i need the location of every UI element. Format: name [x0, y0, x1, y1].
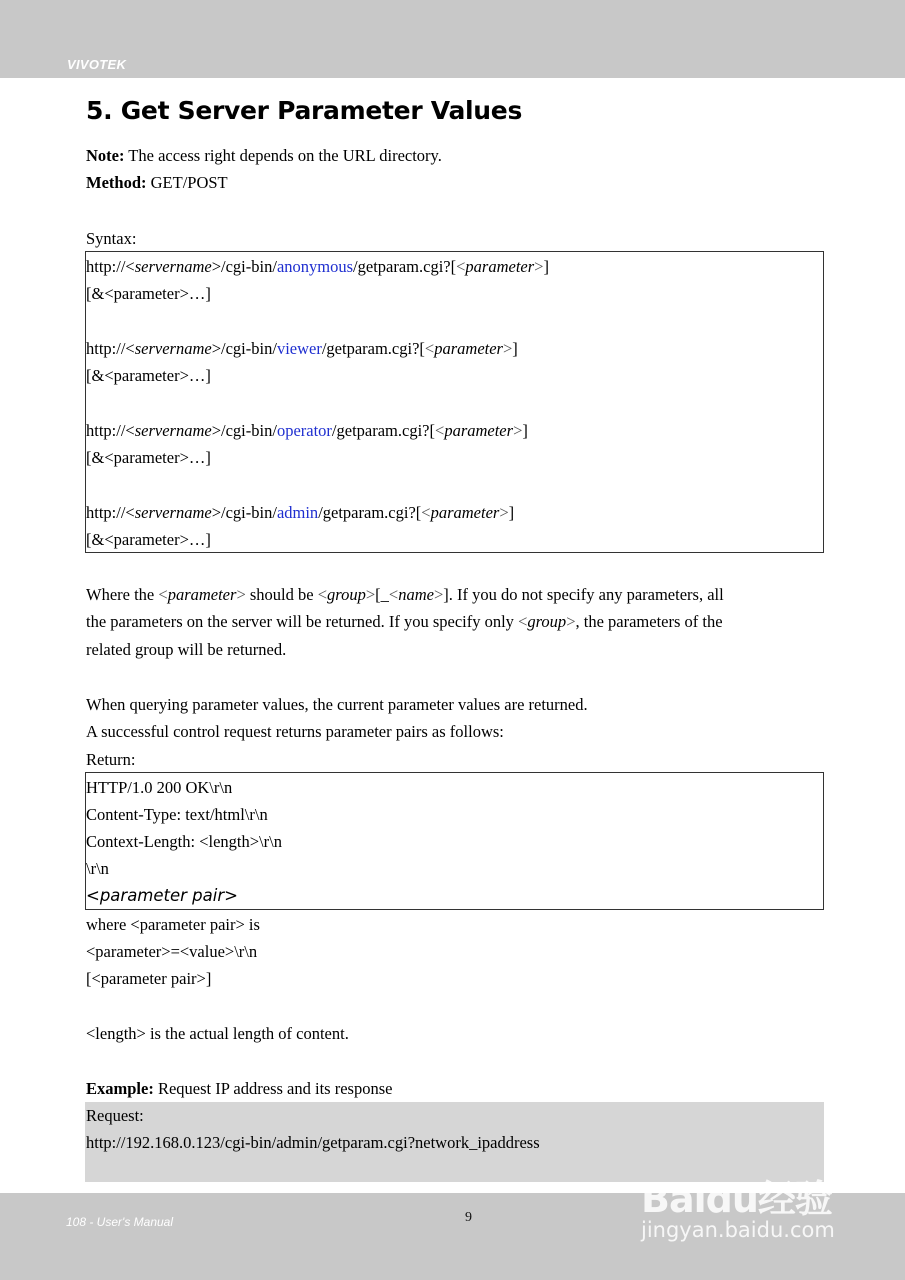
- syntax-continuation-line: [&<parameter>…]: [86, 530, 211, 549]
- syntax-url-line: http://<servername>/cgi-bin/anonymous/getparam.cgi?[<parameter>]: [86, 257, 549, 276]
- method-label: Method:: [86, 173, 147, 192]
- request-label: Request:: [86, 1106, 144, 1125]
- where-line-3: related group will be returned.: [86, 640, 287, 659]
- page-header: [0, 0, 905, 78]
- return-line: Context-Length: <length>\r\n: [86, 832, 282, 851]
- brand-logo: VIVOTEK: [67, 57, 127, 72]
- method-line: [86, 173, 228, 193]
- syntax-directory: admin: [276, 503, 319, 522]
- querying-text: When querying parameter values, the current parameter values are returned.: [86, 695, 588, 714]
- page-title: 5. Get Server Parameter Values: [86, 96, 523, 125]
- successful-text: A successful control request returns parameter pairs as follows:: [86, 722, 504, 741]
- syntax-label: Syntax:: [86, 229, 137, 248]
- note-label: Note:: [86, 146, 125, 165]
- example-text: Request IP address and its response: [153, 1079, 393, 1098]
- return-line: HTTP/1.0 200 OK\r\n: [86, 778, 233, 797]
- syntax-box: [85, 251, 824, 553]
- syntax-continuation-line: [&<parameter>…]: [86, 366, 211, 385]
- syntax-url-line: http://<servername>/cgi-bin/admin/getparam.cgi?[<parameter>]: [86, 503, 515, 522]
- where-line-1: Where the <parameter> should be <group>[_<name>]. If you do not specify any parameters, all: [86, 585, 724, 604]
- after-return-line: where <parameter pair> is: [86, 915, 260, 934]
- after-return-line: <parameter>=<value>\r\n: [86, 942, 258, 961]
- footer-manual: 108 - User's Manual: [66, 1215, 174, 1229]
- length-note: <length> is the actual length of content.: [86, 1024, 349, 1043]
- header-divider: [0, 78, 905, 84]
- note-line: [86, 146, 442, 166]
- return-label: Return:: [86, 750, 136, 769]
- example-label: Example:: [86, 1079, 154, 1098]
- syntax-url-line: http://<servername>/cgi-bin/viewer/getparam.cgi?[<parameter>]: [86, 339, 518, 358]
- syntax-directory: viewer: [276, 339, 322, 358]
- where-line-2: the parameters on the server will be returned. If you specify only <group>, the parameters of the: [86, 612, 723, 631]
- watermark-url: jingyan.baidu.com: [641, 1218, 835, 1242]
- syntax-url-line: http://<servername>/cgi-bin/operator/getparam.cgi?[<parameter>]: [86, 421, 528, 440]
- after-return-line: [<parameter pair>]: [86, 969, 212, 988]
- return-line: <parameter pair>: [86, 886, 238, 905]
- syntax-continuation-line: [&<parameter>…]: [86, 284, 211, 303]
- syntax-directory: anonymous: [276, 257, 354, 276]
- return-box: [85, 772, 824, 910]
- request-url: http://192.168.0.123/cgi-bin/admin/getparam.cgi?network_ipaddress: [86, 1133, 540, 1152]
- syntax-directory: operator: [276, 421, 332, 440]
- return-line: \r\n: [86, 859, 109, 878]
- note-text: The access right depends on the URL directory.: [124, 146, 442, 165]
- example-line: [86, 1079, 392, 1099]
- baidu-watermark: [635, 1150, 845, 1250]
- watermark-logo: Baidu经验: [641, 1177, 832, 1221]
- method-text: GET/POST: [146, 173, 228, 192]
- return-line: Content-Type: text/html\r\n: [86, 805, 268, 824]
- page-number: 9: [465, 1210, 472, 1225]
- syntax-continuation-line: [&<parameter>…]: [86, 448, 211, 467]
